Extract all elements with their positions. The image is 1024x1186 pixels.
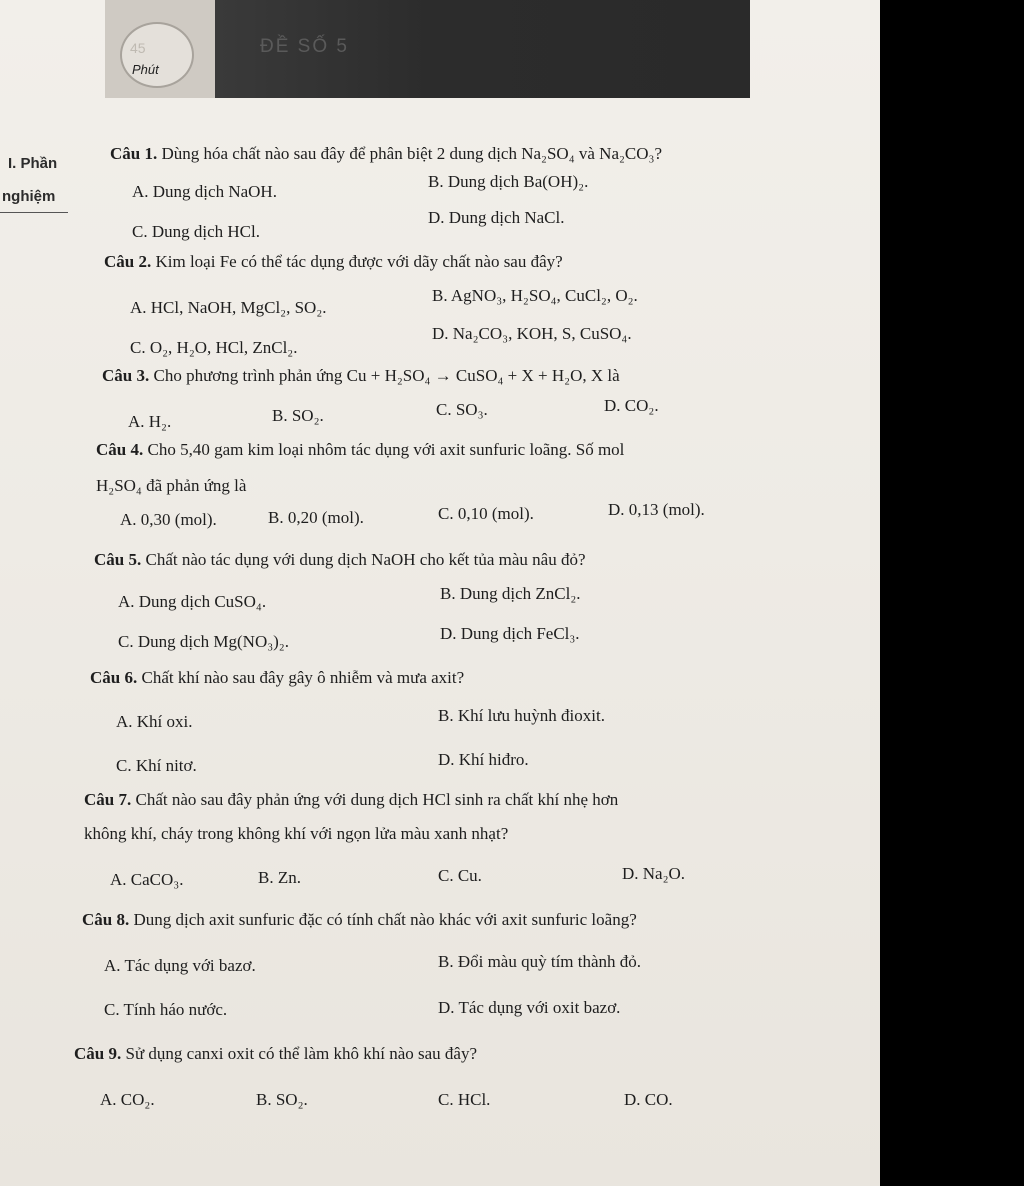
- option-b: B. SO₂.: [272, 406, 324, 425]
- option-a: A. 0,30 (mol).: [120, 510, 217, 529]
- question-stem: Cho 5,40 gam kim loại nhôm tác dụng với axit sunfuric loãng. Số mol: [147, 440, 625, 459]
- question-7: [84, 790, 874, 810]
- option-c: C. Dung dịch Mg(NO₃)₂.: [118, 632, 289, 651]
- question-stem-continued: không khí, cháy trong không khí với ngọn lửa màu xanh nhạt?: [84, 824, 509, 843]
- option-c: C. Tính háo nước.: [104, 1000, 228, 1019]
- option-a: A. HCl, NaOH, MgCl₂, SO₂.: [130, 298, 327, 317]
- question-label: Câu 8.: [82, 910, 130, 929]
- option-c: C. O₂, H₂O, HCl, ZnCl₂.: [130, 338, 298, 357]
- option-a: A. CaCO₃.: [110, 870, 184, 889]
- question-9: [74, 1044, 477, 1064]
- question-1: [110, 144, 760, 164]
- option-a: A. Khí oxi.: [116, 712, 193, 731]
- option-d: D. CO.: [624, 1090, 673, 1109]
- question-label: Câu 7.: [84, 790, 132, 809]
- question-8: [82, 910, 872, 930]
- option-d: D. CO₂.: [604, 396, 659, 415]
- option-d: D. Khí hiđro.: [438, 750, 529, 769]
- section-label-nghiem: nghiệm: [2, 188, 56, 205]
- option-d: D. Dung dịch NaCl.: [428, 208, 565, 227]
- question-stem: Chất khí nào sau đây gây ô nhiễm và mưa axit?: [141, 668, 465, 687]
- question-label: Câu 9.: [74, 1044, 122, 1063]
- question-label: Câu 3.: [102, 366, 150, 385]
- question-3: [102, 366, 620, 386]
- option-a: A. Dung dịch NaOH.: [132, 182, 277, 201]
- question-label: Câu 4.: [96, 440, 144, 459]
- question-6: [90, 668, 464, 688]
- question-stem: Cho phương trình phản ứng Cu + H₂SO₄ → CuSO₄ + X + H₂O, X là: [153, 366, 620, 385]
- option-c: C. 0,10 (mol).: [438, 504, 534, 523]
- question-stem: Dùng hóa chất nào sau đây để phân biệt 2 dung dịch Na₂SO₄ và Na₂CO₃?: [161, 144, 663, 163]
- section-divider: [0, 212, 68, 213]
- option-c: C. Khí nitơ.: [116, 756, 197, 775]
- option-b: B. AgNO₃, H₂SO₄, CuCl₂, O₂.: [432, 286, 638, 305]
- option-b: B. Khí lưu huỳnh đioxit.: [438, 706, 605, 725]
- option-d: D. Dung dịch FeCl₃.: [440, 624, 580, 643]
- question-stem: Dung dịch axit sunfuric đặc có tính chất nào khác với axit sunfuric loãng?: [133, 910, 637, 929]
- question-stem: Chất nào tác dụng với dung dịch NaOH cho kết tủa màu nâu đỏ?: [145, 550, 586, 569]
- option-a: A. Dung dịch CuSO₄.: [118, 592, 267, 611]
- option-a: A. Tác dụng với bazơ.: [104, 956, 256, 975]
- question-stem-continued: H₂SO₄ đã phản ứng là: [96, 476, 247, 495]
- option-c: C. HCl.: [438, 1090, 491, 1109]
- question-4: [96, 440, 866, 460]
- option-b: B. Dung dịch ZnCl₂.: [440, 584, 581, 603]
- option-b: B. 0,20 (mol).: [268, 508, 364, 527]
- dark-background-strip: [880, 0, 1024, 1186]
- question-5: [94, 550, 586, 570]
- option-b: B. SO₂.: [256, 1090, 308, 1109]
- exam-title: ĐỀ SỐ 5: [260, 36, 349, 57]
- time-unit: Phút: [132, 62, 159, 77]
- question-stem: Kim loại Fe có thể tác dụng được với dãy chất nào sau đây?: [155, 252, 563, 271]
- option-b: B. Dung dịch Ba(OH)₂.: [428, 172, 589, 191]
- option-b: B. Zn.: [258, 868, 301, 887]
- option-d: D. Na₂O.: [622, 864, 686, 883]
- section-label-part: I. Phần: [8, 155, 58, 172]
- option-c: C. Dung dịch HCl.: [132, 222, 260, 241]
- question-stem: Chất nào sau đây phản ứng với dung dịch HCl sinh ra chất khí nhẹ hơn: [135, 790, 619, 809]
- option-c: C. SO₃.: [436, 400, 488, 419]
- time-value: 45: [130, 40, 146, 56]
- question-stem: Sử dụng canxi oxit có thể làm khô khí nào sau đây?: [125, 1044, 477, 1063]
- option-c: C. Cu.: [438, 866, 482, 885]
- option-d: D. Na₂CO₃, KOH, S, CuSO₄.: [432, 324, 632, 343]
- question-label: Câu 2.: [104, 252, 152, 271]
- option-b: B. Đổi màu quỳ tím thành đỏ.: [438, 952, 642, 971]
- option-a: A. CO₂.: [100, 1090, 155, 1109]
- question-2: [104, 252, 563, 272]
- question-label: Câu 1.: [110, 144, 158, 163]
- option-d: D. 0,13 (mol).: [608, 500, 705, 519]
- option-a: A. H₂.: [128, 412, 172, 431]
- question-label: Câu 6.: [90, 668, 138, 687]
- option-d: D. Tác dụng với oxit bazơ.: [438, 998, 621, 1017]
- question-label: Câu 5.: [94, 550, 142, 569]
